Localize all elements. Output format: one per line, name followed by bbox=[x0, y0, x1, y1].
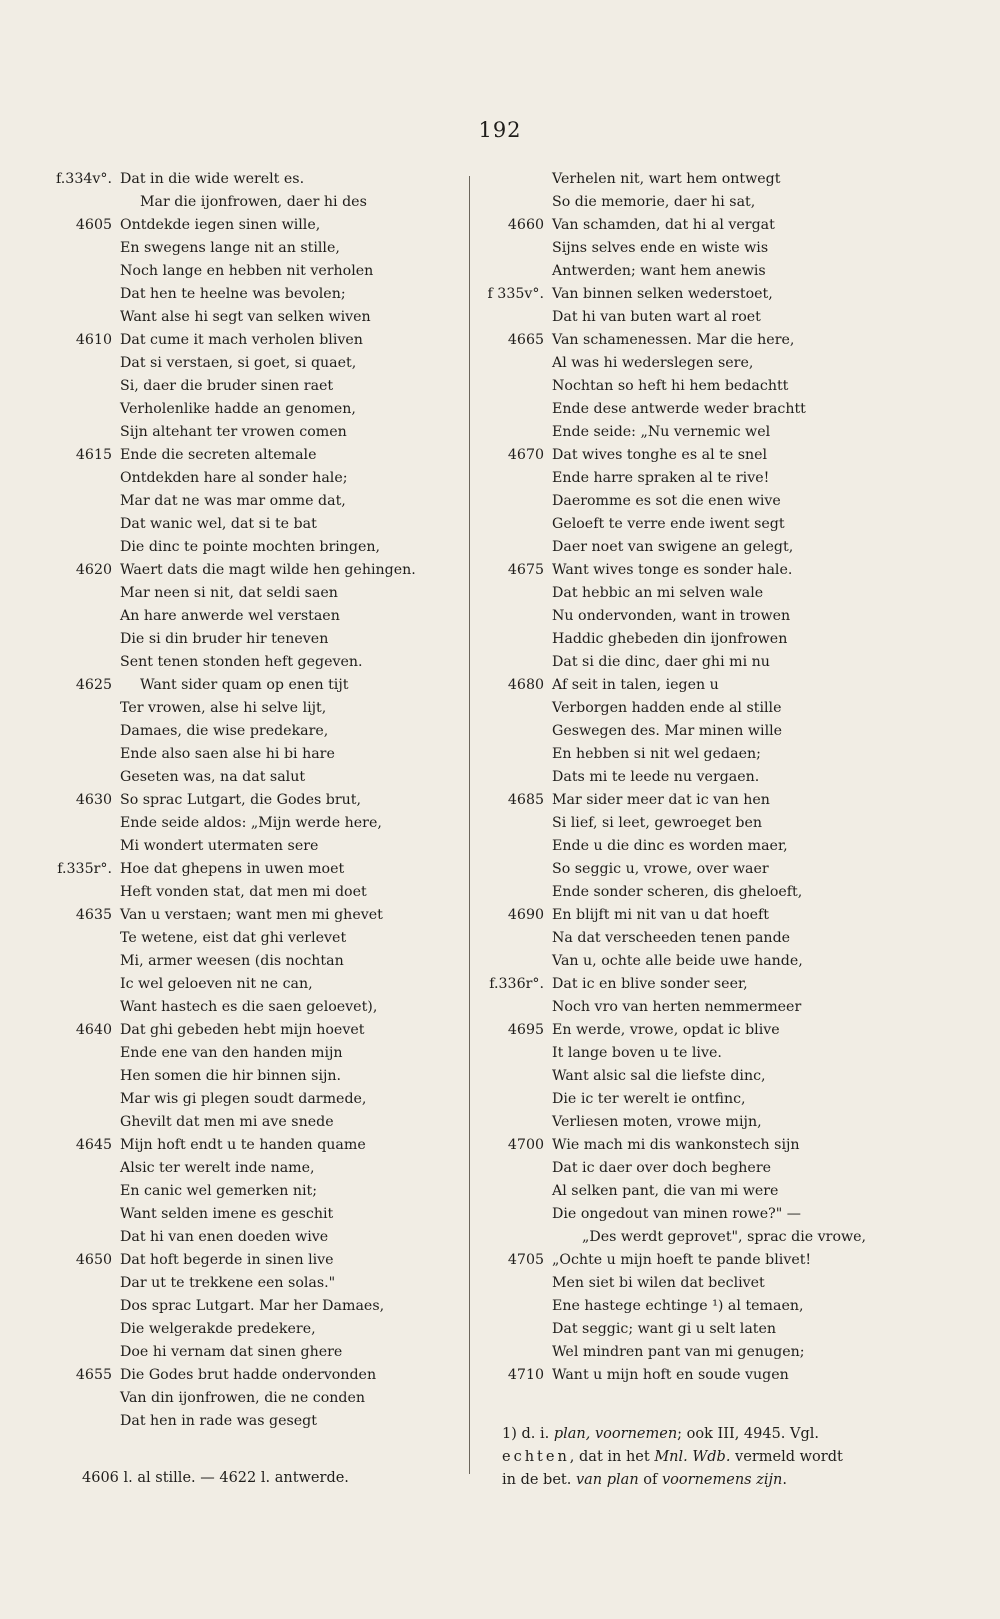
verse-line-text: Wie mach mi dis wankonstech sijn bbox=[552, 1137, 800, 1153]
verse-line bbox=[38, 1387, 458, 1410]
verse-line-text: Dos sprac Lutgart. Mar her Damaes, bbox=[120, 1298, 385, 1314]
verse-line bbox=[484, 1203, 924, 1226]
verse-line-text: En hebben si nit wel gedaen; bbox=[552, 746, 761, 762]
footnote-italic-text: plan, voornemen bbox=[553, 1426, 678, 1442]
verse-line bbox=[484, 835, 924, 858]
verse-line-text: Noch vro van herten nemmermeer bbox=[552, 999, 802, 1015]
verse-line-text: Die ongedout van minen rowe?" — bbox=[552, 1206, 801, 1222]
verse-line bbox=[484, 904, 924, 927]
verse-line bbox=[484, 628, 924, 651]
verse-line bbox=[38, 904, 458, 927]
verse-line bbox=[484, 398, 924, 421]
verse-line bbox=[38, 605, 458, 628]
verse-line bbox=[38, 927, 458, 950]
verse-line-text: Dar ut te trekkene een solas." bbox=[120, 1275, 336, 1291]
verse-line bbox=[484, 191, 924, 214]
verse-line-text: Ende harre spraken al te rive! bbox=[552, 470, 770, 486]
verse-line bbox=[484, 651, 924, 674]
verse-line bbox=[484, 490, 924, 513]
verse-line bbox=[38, 490, 458, 513]
verse-line-text: Van binnen selken wederstoet, bbox=[552, 286, 773, 302]
verse-line-text: Van schamden, dat hi al vergat bbox=[552, 217, 775, 233]
verse-line-text: En swegens lange nit an stille, bbox=[120, 240, 340, 256]
verse-line-text: Ende die secreten altemale bbox=[120, 447, 317, 463]
verse-line bbox=[38, 1019, 458, 1042]
verse-line bbox=[484, 720, 924, 743]
verse-line bbox=[38, 1065, 458, 1088]
verse-line-text: Mar wis gi plegen soudt darmede, bbox=[120, 1091, 367, 1107]
verse-line-text: Ene hastege echtinge ¹) al temaen, bbox=[552, 1298, 804, 1314]
verse-line-text: Ende u die dinc es worden maer, bbox=[552, 838, 788, 854]
verse-line bbox=[38, 996, 458, 1019]
verse-line bbox=[38, 973, 458, 996]
verse-line-text: Want wives tonge es sonder hale. bbox=[552, 562, 793, 578]
footnote-spaced-text: echten bbox=[502, 1449, 570, 1465]
verse-line-text: Dat ic en blive sonder seer, bbox=[552, 976, 748, 992]
verse-line bbox=[38, 444, 458, 467]
verse-line-number: 4710 bbox=[507, 1367, 544, 1383]
verse-line-text: Dat hi van buten wart al roet bbox=[552, 309, 761, 325]
verse-line bbox=[38, 697, 458, 720]
verse-line bbox=[484, 1318, 924, 1341]
verse-line bbox=[38, 1318, 458, 1341]
footnote-textual-notes: 4606 l. al stille. — 4622 l. antwerde. bbox=[82, 1470, 349, 1486]
verse-line-number: 4605 bbox=[75, 217, 112, 233]
verse-line-text: Want u mijn hoft en soude vugen bbox=[552, 1367, 789, 1383]
verse-line-text: Dat hebbic an mi selven wale bbox=[552, 585, 764, 601]
verse-line bbox=[38, 812, 458, 835]
verse-line-text: Want alsic sal die liefste dinc, bbox=[552, 1068, 766, 1084]
verse-line-text: Daeromme es sot die enen wive bbox=[552, 493, 781, 509]
verse-line bbox=[484, 1341, 924, 1364]
verse-line-text: Mar sider meer dat ic van hen bbox=[552, 792, 770, 808]
verse-line bbox=[38, 789, 458, 812]
verse-line bbox=[484, 467, 924, 490]
verse-line bbox=[38, 651, 458, 674]
verse-line-text: En werde, vrowe, opdat ic blive bbox=[552, 1022, 780, 1038]
verse-line-text: Noch lange en hebben nit verholen bbox=[120, 263, 374, 279]
verse-line bbox=[38, 766, 458, 789]
verse-line-text: Men siet bi wilen dat beclivet bbox=[552, 1275, 765, 1291]
verse-line-number: 4670 bbox=[507, 447, 544, 463]
verse-line-text: Die welgerakde predekere, bbox=[120, 1321, 316, 1337]
verse-line-number: 4680 bbox=[507, 677, 544, 693]
verse-line bbox=[38, 1180, 458, 1203]
verse-line bbox=[38, 421, 458, 444]
verse-line bbox=[38, 1249, 458, 1272]
footnote-explanatory bbox=[502, 1423, 902, 1492]
verse-line-text: Dat hen in rade was gesegt bbox=[120, 1413, 317, 1429]
verse-line-text: Dat hi van enen doeden wive bbox=[120, 1229, 329, 1245]
verse-line bbox=[38, 1111, 458, 1134]
verse-line-number: 4630 bbox=[75, 792, 112, 808]
footnote-line bbox=[502, 1446, 902, 1469]
verse-line-text: Mijn hoft endt u te handen quame bbox=[120, 1137, 366, 1153]
footnote-italic-text: van plan bbox=[575, 1472, 639, 1488]
verse-line bbox=[38, 858, 458, 881]
verse-line-text: Van u verstaen; want men mi ghevet bbox=[120, 907, 383, 923]
verse-line bbox=[38, 467, 458, 490]
verse-line-number: 4665 bbox=[507, 332, 544, 348]
verse-line-number: 4675 bbox=[507, 562, 544, 578]
verse-line bbox=[484, 1226, 924, 1249]
verse-line-text: „Ochte u mijn hoeft te pande blivet! bbox=[552, 1252, 812, 1268]
verse-line-text: Hen somen die hir binnen sijn. bbox=[120, 1068, 342, 1084]
verse-line bbox=[38, 1226, 458, 1249]
verse-line-text: Verholenlike hadde an genomen, bbox=[120, 401, 356, 417]
verse-line bbox=[484, 260, 924, 283]
verse-line bbox=[484, 1088, 924, 1111]
verse-line-text: Dats mi te leede nu vergaen. bbox=[552, 769, 760, 785]
verse-line bbox=[38, 835, 458, 858]
verse-line-text: Geloeft te verre ende iwent segt bbox=[552, 516, 785, 532]
verse-line bbox=[38, 1272, 458, 1295]
verse-line-text: Dat ic daer over doch beghere bbox=[552, 1160, 771, 1176]
page-number: 192 bbox=[478, 118, 522, 142]
verse-line-text: Waert dats die magt wilde hen gehingen. bbox=[120, 562, 416, 578]
verse-line bbox=[484, 605, 924, 628]
verse-line-number: 4695 bbox=[507, 1022, 544, 1038]
verse-line bbox=[38, 950, 458, 973]
verse-line bbox=[484, 306, 924, 329]
verse-line bbox=[484, 674, 924, 697]
footnote-italic-text: Mnl. Wdb. bbox=[654, 1449, 731, 1465]
verse-line-text: Dat ghi gebeden hebt mijn hoevet bbox=[120, 1022, 365, 1038]
verse-line bbox=[38, 743, 458, 766]
verse-line-text: An hare anwerde wel verstaen bbox=[120, 608, 340, 624]
verse-line-text: Verliesen moten, vrowe mijn, bbox=[552, 1114, 762, 1130]
verse-line-text: Van u, ochte alle beide uwe hande, bbox=[552, 953, 803, 969]
verse-line-text: Dat in die wide werelt es. bbox=[120, 171, 305, 187]
verse-line bbox=[484, 352, 924, 375]
verse-line bbox=[38, 260, 458, 283]
verse-line bbox=[484, 1019, 924, 1042]
verse-line-text: Antwerden; want hem anewis bbox=[552, 263, 766, 279]
verse-line bbox=[484, 1180, 924, 1203]
verse-line-text: Die Godes brut hadde ondervonden bbox=[120, 1367, 377, 1383]
verse-line-text: Die si din bruder hir teneven bbox=[120, 631, 329, 647]
verse-line bbox=[484, 1042, 924, 1065]
verse-line-text: Van din ijonfrowen, die ne conden bbox=[120, 1390, 366, 1406]
verse-line bbox=[38, 1157, 458, 1180]
verse-line-number: f.334v°. bbox=[56, 171, 112, 187]
verse-line-number: 4700 bbox=[507, 1137, 544, 1153]
footnote-italic-text: voornemens zijn bbox=[661, 1472, 783, 1488]
verse-line bbox=[38, 306, 458, 329]
verse-line-text: It lange boven u te live. bbox=[552, 1045, 722, 1061]
footnote-text: in de bet. bbox=[502, 1472, 576, 1488]
left-verse-column bbox=[38, 168, 458, 1433]
verse-line-number: 4635 bbox=[75, 907, 112, 923]
verse-line-text: Wel mindren pant van mi genugen; bbox=[552, 1344, 805, 1360]
verse-line bbox=[484, 1364, 924, 1387]
verse-line-number: f.336r°. bbox=[489, 976, 544, 992]
verse-line bbox=[38, 375, 458, 398]
verse-line bbox=[38, 1364, 458, 1387]
verse-line-text: Nochtan so heft hi hem bedachtt bbox=[552, 378, 789, 394]
verse-line-text: So sprac Lutgart, die Godes brut, bbox=[120, 792, 362, 808]
verse-line-text: Na dat verscheeden tenen pande bbox=[552, 930, 791, 946]
verse-line-text: Ic wel geloeven nit ne can, bbox=[120, 976, 313, 992]
verse-line-text: Ter vrowen, alse hi selve lijt, bbox=[120, 700, 327, 716]
verse-line-text: Mi, armer weesen (dis nochtan bbox=[120, 953, 344, 969]
verse-line bbox=[484, 559, 924, 582]
verse-line bbox=[484, 513, 924, 536]
verse-line-number: 4655 bbox=[75, 1367, 112, 1383]
verse-line-number: f.335r°. bbox=[57, 861, 112, 877]
verse-line-text: Heft vonden stat, dat men mi doet bbox=[120, 884, 367, 900]
verse-line-number: 4620 bbox=[75, 562, 112, 578]
verse-line bbox=[38, 1134, 458, 1157]
verse-line bbox=[38, 720, 458, 743]
verse-line bbox=[38, 628, 458, 651]
verse-line bbox=[38, 329, 458, 352]
verse-line bbox=[38, 214, 458, 237]
verse-line-number: 4640 bbox=[75, 1022, 112, 1038]
right-verse-column bbox=[484, 168, 924, 1387]
verse-line-text: Ontdekde iegen sinen wille, bbox=[120, 217, 321, 233]
verse-line bbox=[38, 1410, 458, 1433]
verse-line-text: Ende sonder scheren, dis gheloeft, bbox=[552, 884, 803, 900]
footnote-text: vermeld wordt bbox=[730, 1449, 843, 1465]
verse-line-text: Verborgen hadden ende al stille bbox=[552, 700, 782, 716]
verse-line-text: So die memorie, daer hi sat, bbox=[552, 194, 756, 210]
verse-line bbox=[38, 1295, 458, 1318]
verse-line bbox=[38, 1203, 458, 1226]
verse-line-number: 4610 bbox=[75, 332, 112, 348]
footnote-text: ; ook III, 4945. Vgl. bbox=[677, 1426, 820, 1442]
verse-line-text: „Des werdt geprovet", sprac die vrowe, bbox=[582, 1229, 867, 1245]
verse-line-text: Alsic ter werelt inde name, bbox=[120, 1160, 315, 1176]
verse-line bbox=[484, 283, 924, 306]
verse-line bbox=[484, 1295, 924, 1318]
footnote-text: 1) d. i. bbox=[502, 1426, 554, 1442]
verse-line-text: Hoe dat ghepens in uwen moet bbox=[120, 861, 345, 877]
verse-line-number: 4705 bbox=[507, 1252, 544, 1268]
verse-line bbox=[484, 444, 924, 467]
verse-line-text: Mar dat ne was mar omme dat, bbox=[120, 493, 346, 509]
verse-line bbox=[484, 881, 924, 904]
verse-line-text: Want sider quam op enen tijt bbox=[140, 677, 349, 693]
verse-line-text: Dat cume it mach verholen bliven bbox=[120, 332, 363, 348]
verse-line-text: Damaes, die wise predekare, bbox=[120, 723, 329, 739]
verse-line bbox=[484, 789, 924, 812]
verse-line-text: Daer noet van swigene an gelegt, bbox=[552, 539, 794, 555]
verse-line-text: Ende seide aldos: „Mijn werde here, bbox=[120, 815, 382, 831]
verse-line-number: 4625 bbox=[75, 677, 112, 693]
verse-line-text: Doe hi vernam dat sinen ghere bbox=[120, 1344, 343, 1360]
verse-line-text: Si, daer die bruder sinen raet bbox=[120, 378, 334, 394]
verse-line bbox=[484, 375, 924, 398]
verse-line bbox=[38, 237, 458, 260]
verse-line-text: Si lief, si leet, gewroeget ben bbox=[552, 815, 763, 831]
verse-line-number: f 335v°. bbox=[487, 286, 544, 302]
verse-line bbox=[484, 973, 924, 996]
verse-line-number: 4660 bbox=[507, 217, 544, 233]
verse-line-text: Geseten was, na dat salut bbox=[120, 769, 306, 785]
verse-line-text: Sijns selves ende en wiste wis bbox=[552, 240, 769, 256]
verse-line-number: 4690 bbox=[507, 907, 544, 923]
verse-line-text: Dat si die dinc, daer ghi mi nu bbox=[552, 654, 770, 670]
verse-line bbox=[38, 352, 458, 375]
verse-line-text: Mi wondert utermaten sere bbox=[120, 838, 319, 854]
verse-line bbox=[484, 996, 924, 1019]
verse-line-text: Ende seide: „Nu vernemic wel bbox=[552, 424, 771, 440]
verse-line bbox=[484, 697, 924, 720]
footnote-line bbox=[502, 1423, 902, 1446]
verse-line-text: Al was hi wederslegen sere, bbox=[552, 355, 754, 371]
verse-line-text: Ende ene van den handen mijn bbox=[120, 1045, 343, 1061]
verse-line bbox=[38, 283, 458, 306]
verse-line-text: Haddic ghebeden din ijonfrowen bbox=[552, 631, 788, 647]
verse-line-text: Dat wanic wel, dat si te bat bbox=[120, 516, 317, 532]
verse-line bbox=[38, 582, 458, 605]
verse-line-text: Mar neen si nit, dat seldi saen bbox=[120, 585, 338, 601]
verse-line bbox=[484, 214, 924, 237]
verse-line-text: Want selden imene es geschit bbox=[120, 1206, 334, 1222]
verse-line bbox=[484, 329, 924, 352]
verse-line bbox=[38, 513, 458, 536]
verse-line bbox=[484, 1111, 924, 1134]
verse-line bbox=[484, 927, 924, 950]
footnote-text: of bbox=[638, 1472, 662, 1488]
verse-line bbox=[484, 858, 924, 881]
verse-line bbox=[484, 1065, 924, 1088]
verse-line-text: Dat seggic; want gi u selt laten bbox=[552, 1321, 777, 1337]
verse-line bbox=[38, 168, 458, 191]
verse-line-text: En canic wel gemerken nit; bbox=[120, 1183, 318, 1199]
verse-line-text: Al selken pant, die van mi were bbox=[552, 1183, 779, 1199]
verse-line bbox=[38, 1341, 458, 1364]
verse-line bbox=[484, 950, 924, 973]
footnote-line bbox=[502, 1469, 902, 1492]
verse-line bbox=[484, 766, 924, 789]
verse-line bbox=[484, 421, 924, 444]
verse-line-text: Ghevilt dat men mi ave snede bbox=[120, 1114, 334, 1130]
verse-line-text: Dat hen te heelne was bevolen; bbox=[120, 286, 346, 302]
verse-line bbox=[484, 812, 924, 835]
verse-line bbox=[484, 1272, 924, 1295]
verse-line-number: 4645 bbox=[75, 1137, 112, 1153]
verse-line bbox=[484, 1134, 924, 1157]
verse-line-text: Verhelen nit, wart hem ontwegt bbox=[552, 171, 781, 187]
verse-line-text: Die dinc te pointe mochten bringen, bbox=[120, 539, 381, 555]
column-divider bbox=[469, 176, 470, 1474]
verse-line bbox=[484, 237, 924, 260]
verse-line bbox=[484, 536, 924, 559]
verse-line bbox=[38, 1042, 458, 1065]
verse-line bbox=[38, 674, 458, 697]
verse-line-text: Ontdekden hare al sonder hale; bbox=[120, 470, 348, 486]
footnote-text: . bbox=[782, 1472, 787, 1488]
verse-line-text: Af seit in talen, iegen u bbox=[552, 677, 719, 693]
verse-line-text: Sent tenen stonden heft gegeven. bbox=[120, 654, 363, 670]
verse-line bbox=[484, 743, 924, 766]
verse-line bbox=[38, 1088, 458, 1111]
footnote-text: , dat in het bbox=[569, 1449, 655, 1465]
verse-line-number: 4615 bbox=[75, 447, 112, 463]
verse-line-text: Dat hoft begerde in sinen live bbox=[120, 1252, 334, 1268]
verse-line-text: Dat wives tonghe es al te snel bbox=[552, 447, 768, 463]
verse-line-text: Want hastech es die saen geloevet), bbox=[120, 999, 378, 1015]
verse-line bbox=[484, 168, 924, 191]
verse-line bbox=[38, 881, 458, 904]
verse-line bbox=[38, 536, 458, 559]
verse-line-text: So seggic u, vrowe, over waer bbox=[552, 861, 769, 877]
verse-line-number: 4685 bbox=[507, 792, 544, 808]
verse-line bbox=[38, 398, 458, 421]
verse-line-text: Geswegen des. Mar minen wille bbox=[552, 723, 783, 739]
verse-line-text: Te wetene, eist dat ghi verlevet bbox=[120, 930, 347, 946]
verse-line-text: Ende dese antwerde weder brachtt bbox=[552, 401, 806, 417]
verse-line-text: Dat si verstaen, si goet, si quaet, bbox=[120, 355, 357, 371]
verse-line-text: Sijn altehant ter vrowen comen bbox=[120, 424, 347, 440]
verse-line-text: Mar die ijonfrowen, daer hi des bbox=[140, 194, 367, 210]
verse-line-text: Nu ondervonden, want in trowen bbox=[552, 608, 791, 624]
verse-line-number: 4650 bbox=[75, 1252, 112, 1268]
verse-line bbox=[484, 1157, 924, 1180]
verse-line bbox=[38, 559, 458, 582]
verse-line bbox=[38, 191, 458, 214]
verse-line-text: En blijft mi nit van u dat hoeft bbox=[552, 907, 769, 923]
verse-line-text: Want alse hi segt van selken wiven bbox=[120, 309, 371, 325]
verse-line bbox=[484, 1249, 924, 1272]
verse-line-text: Ende also saen alse hi bi hare bbox=[120, 746, 335, 762]
verse-line bbox=[484, 582, 924, 605]
verse-line-text: Van schamenessen. Mar die here, bbox=[552, 332, 795, 348]
verse-line-text: Die ic ter werelt ie ontfinc, bbox=[552, 1091, 746, 1107]
